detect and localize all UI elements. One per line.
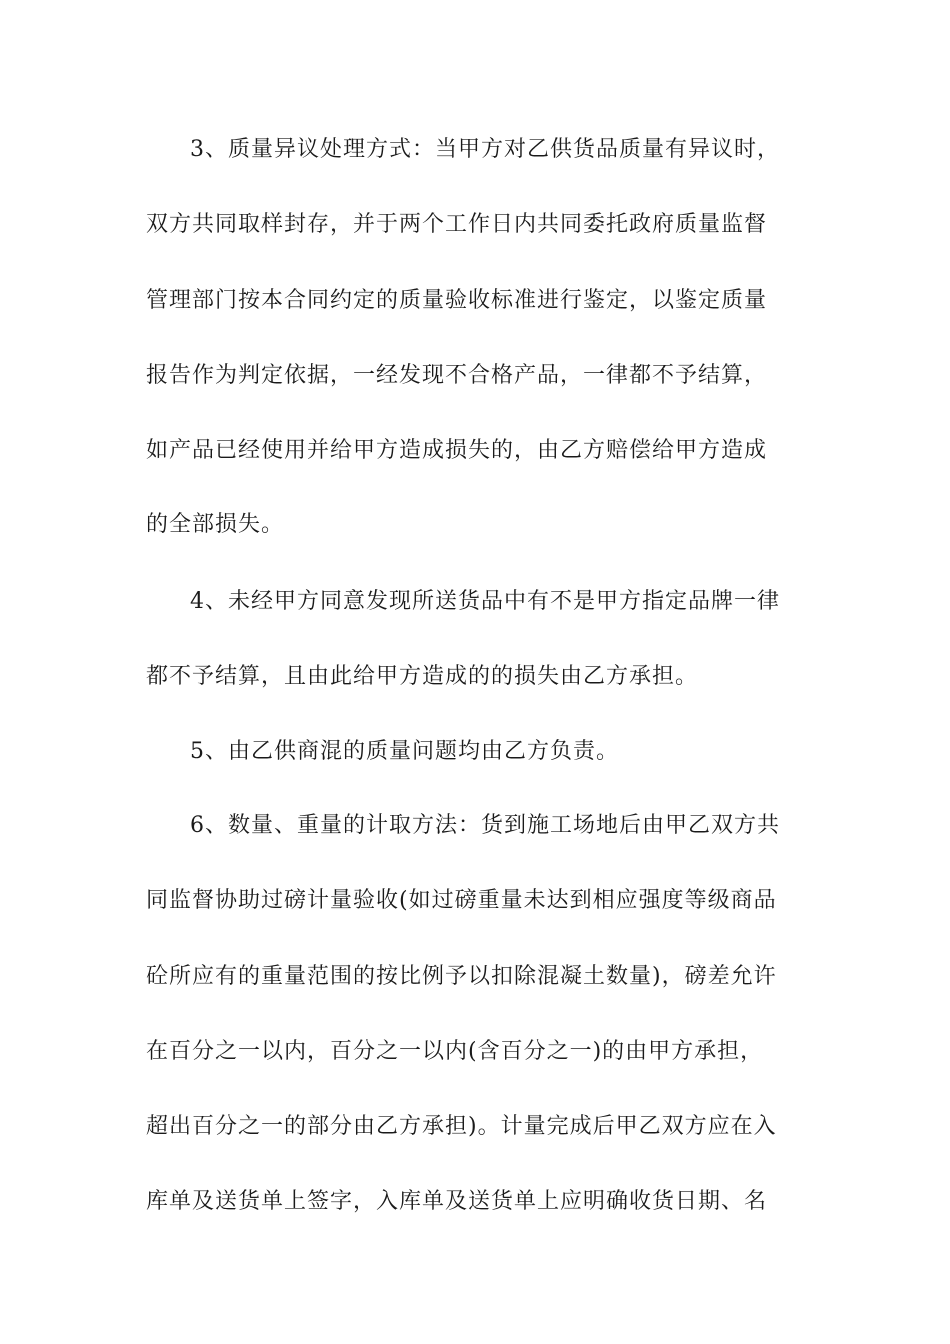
paragraph-6-line-1: 6、数量、重量的计取方法：货到施工场地后由甲乙双方共 [190,813,780,838]
paragraph-3-line-5: 如产品已经使用并给甲方造成损失的，由乙方赔偿给甲方造成 [146,438,768,463]
paragraph-6-line-5: 超出百分之一的部分由乙方承担)。计量完成后甲乙双方应在入 [146,1114,777,1139]
paragraph-3-line-6: 的全部损失。 [146,512,285,537]
paragraph-3-line-3: 管理部门按本合同约定的质量验收标准进行鉴定，以鉴定质量 [146,288,768,313]
paragraph-6-line-4: 在百分之一以内，百分之一以内(含百分之一)的由甲方承担， [146,1039,764,1064]
paragraph-6-line-6: 库单及送货单上签字，入库单及送货单上应明确收货日期、名 [146,1189,768,1214]
paragraph-6-line-3: 砼所应有的重量范围的按比例予以扣除混凝土数量)，磅差允许 [146,964,777,989]
paragraph-3-line-4: 报告作为判定依据，一经发现不合格产品，一律都不予结算， [146,363,768,388]
paragraph-4-line-2: 都不予结算，且由此给甲方造成的的损失由乙方承担。 [146,664,699,689]
paragraph-3-line-2: 双方共同取样封存，并于两个工作日内共同委托政府质量监督 [146,212,768,237]
paragraph-3-line-1: 3、质量异议处理方式：当甲方对乙供货品质量有异议时， [190,137,780,162]
paragraph-6-line-2: 同监督协助过磅计量验收(如过磅重量未达到相应强度等级商品 [146,888,777,913]
paragraph-5-line-1: 5、由乙供商混的质量问题均由乙方负责。 [190,739,619,764]
paragraph-4-line-1: 4、未经甲方同意发现所送货品中有不是甲方指定品牌一律 [190,589,780,614]
